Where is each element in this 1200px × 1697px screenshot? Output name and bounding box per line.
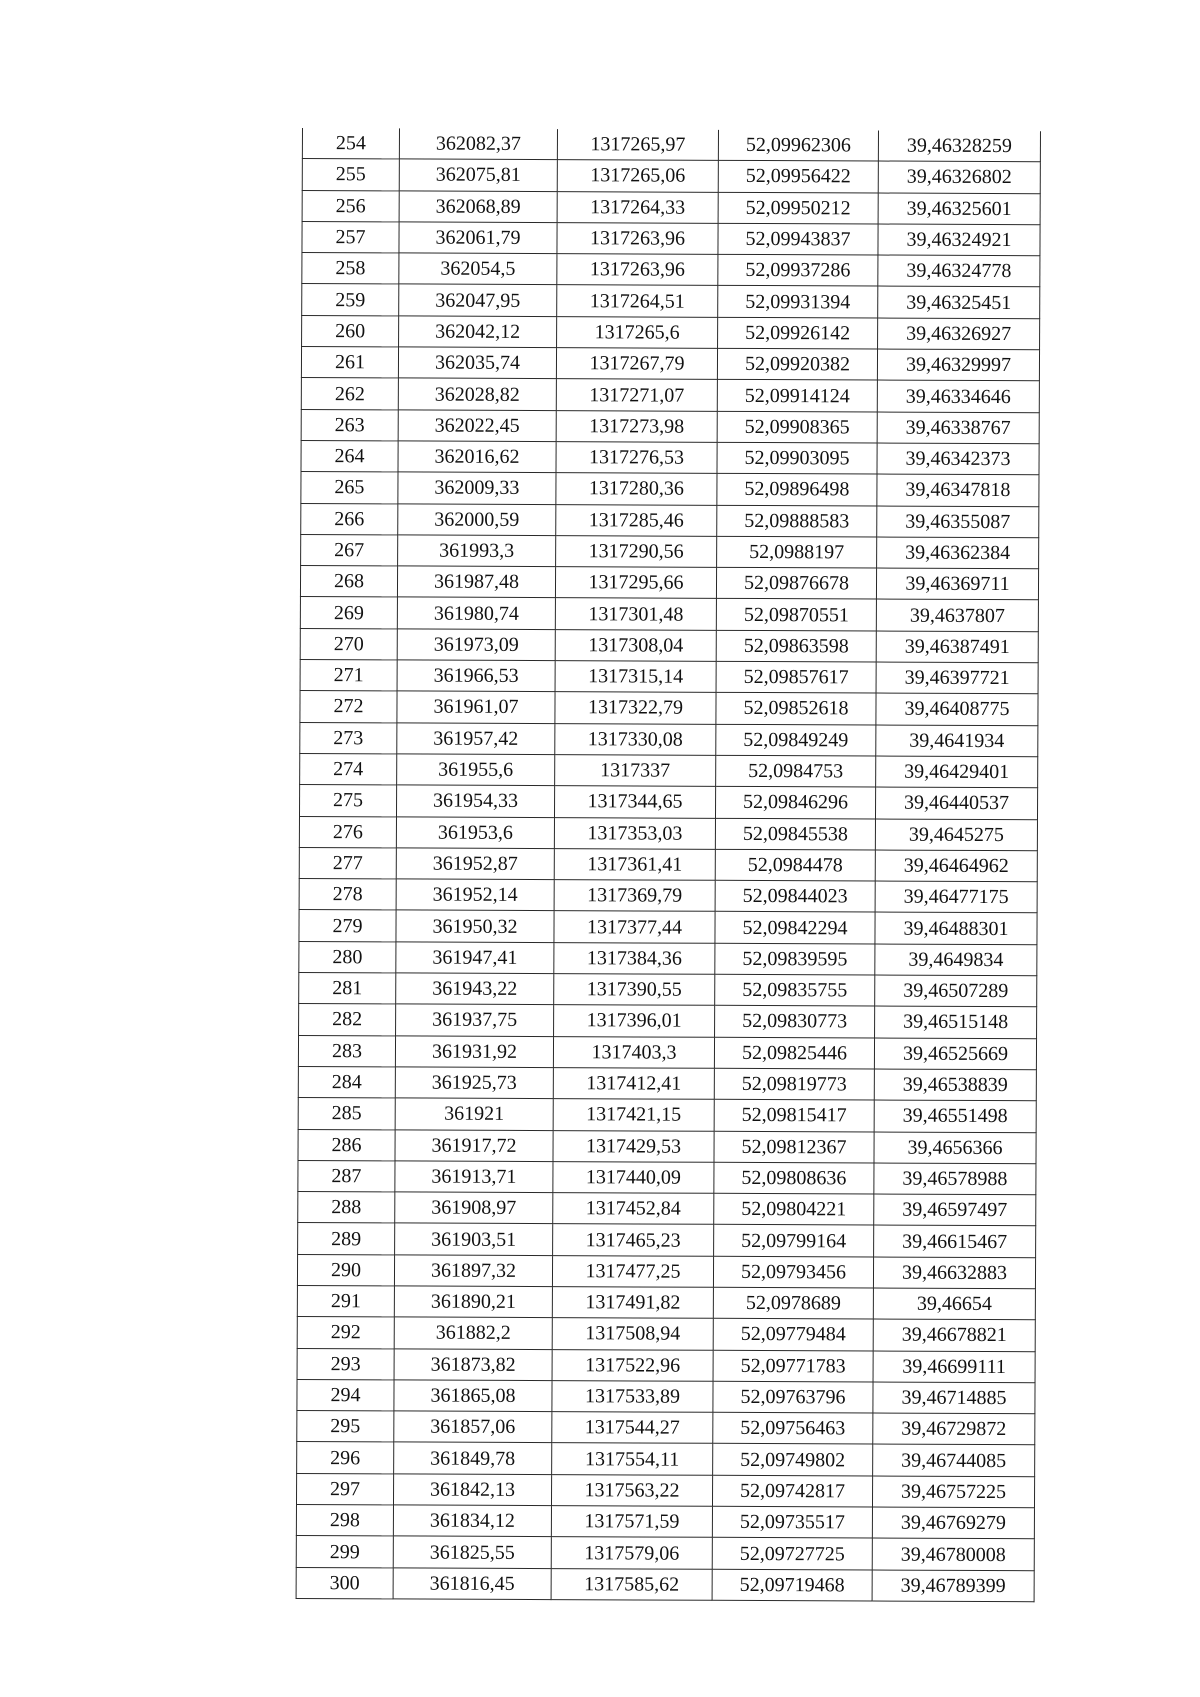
latitude-cell: 52,09819773 — [714, 1068, 874, 1100]
longitude-cell: 39,46678821 — [873, 1319, 1035, 1351]
y-coordinate-cell: 1317276,53 — [556, 442, 717, 474]
longitude-cell: 39,46326802 — [878, 161, 1040, 193]
x-coordinate-cell: 361834,12 — [393, 1505, 551, 1537]
latitude-cell: 52,09896498 — [717, 474, 877, 506]
y-coordinate-cell: 1317390,55 — [554, 974, 715, 1006]
point-number-cell: 265 — [301, 472, 398, 504]
y-coordinate-cell: 1317344,65 — [554, 786, 715, 818]
longitude-cell: 39,46699111 — [873, 1351, 1035, 1383]
point-number-cell: 262 — [301, 378, 398, 410]
point-number-cell: 272 — [300, 691, 397, 723]
point-number-cell: 254 — [302, 128, 399, 159]
table-row — [300, 597, 1038, 632]
coordinates-table-body — [296, 128, 1040, 1602]
point-number-cell: 297 — [296, 1473, 393, 1505]
table-row — [301, 472, 1039, 507]
x-coordinate-cell: 361925,73 — [395, 1067, 553, 1099]
latitude-cell: 52,09825446 — [714, 1037, 874, 1069]
y-coordinate-cell: 1317301,48 — [555, 598, 716, 630]
y-coordinate-cell: 1317337 — [555, 755, 716, 787]
latitude-cell: 52,09846296 — [715, 787, 875, 819]
latitude-cell: 52,09719468 — [712, 1569, 872, 1601]
longitude-cell: 39,4656366 — [874, 1132, 1036, 1164]
x-coordinate-cell: 361913,71 — [395, 1161, 553, 1193]
table-row — [298, 1129, 1036, 1164]
x-coordinate-cell: 361955,6 — [397, 754, 555, 786]
longitude-cell: 39,46769279 — [872, 1507, 1034, 1539]
longitude-cell: 39,46355087 — [877, 506, 1039, 538]
table-row — [296, 1505, 1034, 1540]
point-number-cell: 291 — [297, 1285, 394, 1317]
x-coordinate-cell: 361908,97 — [395, 1192, 553, 1224]
latitude-cell: 52,09835755 — [715, 974, 875, 1006]
longitude-cell: 39,46347818 — [877, 474, 1039, 506]
y-coordinate-cell: 1317421,15 — [553, 1099, 714, 1131]
longitude-cell: 39,46329997 — [877, 349, 1039, 381]
latitude-cell: 52,09914124 — [717, 380, 877, 412]
latitude-cell: 52,09799164 — [714, 1225, 874, 1257]
longitude-cell: 39,46714885 — [873, 1382, 1035, 1414]
y-coordinate-cell: 1317361,41 — [554, 848, 715, 880]
longitude-cell: 39,46464962 — [875, 850, 1037, 882]
longitude-cell: 39,46338767 — [877, 412, 1039, 444]
table-row — [301, 534, 1039, 569]
latitude-cell: 52,09749802 — [713, 1444, 873, 1476]
point-number-cell: 273 — [300, 722, 397, 754]
point-number-cell: 281 — [299, 973, 396, 1005]
longitude-cell: 39,46326927 — [878, 318, 1040, 350]
point-number-cell: 282 — [299, 1004, 396, 1036]
table-row — [299, 941, 1037, 976]
longitude-cell: 39,46324778 — [878, 255, 1040, 287]
y-coordinate-cell: 1317585,62 — [551, 1568, 712, 1600]
x-coordinate-cell: 361849,78 — [394, 1442, 552, 1474]
x-coordinate-cell: 361931,92 — [395, 1036, 553, 1068]
longitude-cell: 39,46397721 — [876, 662, 1038, 694]
latitude-cell: 52,09950212 — [718, 192, 878, 224]
x-coordinate-cell: 362061,79 — [399, 222, 557, 254]
latitude-cell: 52,09956422 — [718, 161, 878, 193]
longitude-cell: 39,46789399 — [872, 1570, 1034, 1602]
longitude-cell: 39,4645275 — [875, 819, 1037, 851]
point-number-cell: 286 — [298, 1129, 395, 1161]
latitude-cell: 52,09857617 — [716, 661, 876, 693]
latitude-cell: 52,09888583 — [717, 505, 877, 537]
x-coordinate-cell: 361947,41 — [396, 942, 554, 974]
y-coordinate-cell: 1317285,46 — [556, 504, 717, 536]
x-coordinate-cell: 361816,45 — [393, 1568, 551, 1600]
point-number-cell: 261 — [301, 347, 398, 379]
point-number-cell: 296 — [297, 1442, 394, 1474]
longitude-cell: 39,46615467 — [874, 1225, 1036, 1257]
point-number-cell: 299 — [296, 1536, 393, 1568]
longitude-cell: 39,46440537 — [875, 787, 1037, 819]
latitude-cell: 52,09735517 — [712, 1506, 872, 1538]
point-number-cell: 271 — [300, 660, 397, 692]
table-row — [297, 1254, 1035, 1289]
latitude-cell: 52,09779484 — [713, 1319, 873, 1351]
y-coordinate-cell: 1317412,41 — [553, 1068, 714, 1100]
table-row — [299, 785, 1037, 820]
x-coordinate-cell: 361954,33 — [396, 785, 554, 817]
table-row — [300, 628, 1038, 663]
longitude-cell: 39,46488301 — [875, 912, 1037, 944]
x-coordinate-cell: 361937,75 — [396, 1004, 554, 1036]
latitude-cell: 52,09863598 — [716, 630, 876, 662]
y-coordinate-cell: 1317508,94 — [552, 1318, 713, 1350]
table-row — [298, 1223, 1036, 1258]
latitude-cell: 52,09793456 — [713, 1256, 873, 1288]
table-row — [298, 1192, 1036, 1227]
x-coordinate-cell: 362035,74 — [398, 347, 556, 379]
table-row — [298, 1035, 1036, 1070]
x-coordinate-cell: 361961,07 — [397, 691, 555, 723]
longitude-cell: 39,4641934 — [876, 725, 1038, 757]
y-coordinate-cell: 1317263,96 — [557, 223, 718, 255]
x-coordinate-cell: 362009,33 — [398, 472, 556, 504]
latitude-cell: 52,09839595 — [715, 943, 875, 975]
point-number-cell: 287 — [298, 1160, 395, 1192]
table-row — [297, 1379, 1035, 1414]
x-coordinate-cell: 361897,32 — [394, 1255, 552, 1287]
latitude-cell: 52,09756463 — [713, 1412, 873, 1444]
point-number-cell: 256 — [302, 190, 399, 222]
point-number-cell: 279 — [299, 910, 396, 942]
longitude-cell: 39,46654 — [873, 1288, 1035, 1320]
latitude-cell: 52,09908365 — [717, 411, 877, 443]
y-coordinate-cell: 1317267,79 — [556, 348, 717, 380]
latitude-cell: 52,09808636 — [714, 1162, 874, 1194]
y-coordinate-cell: 1317273,98 — [556, 410, 717, 442]
y-coordinate-cell: 1317308,04 — [555, 629, 716, 661]
y-coordinate-cell: 1317440,09 — [553, 1161, 714, 1193]
point-number-cell: 276 — [299, 816, 396, 848]
point-number-cell: 268 — [300, 566, 397, 598]
point-number-cell: 278 — [299, 879, 396, 911]
latitude-cell: 52,0978689 — [713, 1287, 873, 1319]
point-number-cell: 300 — [296, 1567, 393, 1599]
table-row — [299, 973, 1037, 1008]
y-coordinate-cell: 1317396,01 — [554, 1005, 715, 1037]
latitude-cell: 52,09844023 — [715, 880, 875, 912]
table-row — [302, 221, 1040, 256]
longitude-cell: 39,46328259 — [878, 131, 1040, 163]
x-coordinate-cell: 361993,3 — [398, 535, 556, 567]
latitude-cell: 52,09804221 — [714, 1193, 874, 1225]
longitude-cell: 39,46597497 — [874, 1194, 1036, 1226]
table-row — [298, 1098, 1036, 1133]
x-coordinate-cell: 361890,21 — [394, 1286, 552, 1318]
longitude-cell: 39,46387491 — [876, 631, 1038, 663]
y-coordinate-cell: 1317353,03 — [554, 817, 715, 849]
x-coordinate-cell: 362042,12 — [399, 316, 557, 348]
point-number-cell: 267 — [301, 534, 398, 566]
longitude-cell: 39,46477175 — [875, 881, 1037, 913]
table-row — [302, 190, 1040, 225]
y-coordinate-cell: 1317563,22 — [551, 1474, 712, 1506]
table-row — [300, 691, 1038, 726]
y-coordinate-cell: 1317271,07 — [556, 379, 717, 411]
table-row — [296, 1567, 1034, 1602]
point-number-cell: 274 — [300, 753, 397, 785]
x-coordinate-cell: 362000,59 — [398, 503, 556, 535]
y-coordinate-cell: 1317369,79 — [554, 880, 715, 912]
point-number-cell: 285 — [298, 1098, 395, 1130]
table-row — [299, 910, 1037, 945]
x-coordinate-cell: 361952,14 — [396, 879, 554, 911]
point-number-cell: 290 — [297, 1254, 394, 1286]
y-coordinate-cell: 1317295,66 — [555, 567, 716, 599]
latitude-cell: 52,09903095 — [717, 442, 877, 474]
table-row — [302, 284, 1040, 319]
table-row — [301, 440, 1039, 475]
point-number-cell: 284 — [298, 1066, 395, 1098]
x-coordinate-cell: 361966,53 — [397, 660, 555, 692]
point-number-cell: 270 — [300, 628, 397, 660]
x-coordinate-cell: 361953,6 — [396, 816, 554, 848]
latitude-cell: 52,09812367 — [714, 1131, 874, 1163]
table-row — [300, 566, 1038, 601]
table-row — [300, 660, 1038, 695]
table-row — [299, 879, 1037, 914]
x-coordinate-cell: 361857,06 — [394, 1411, 552, 1443]
y-coordinate-cell: 1317265,6 — [557, 316, 718, 348]
latitude-cell: 52,09727725 — [712, 1538, 872, 1570]
point-number-cell: 288 — [298, 1192, 395, 1224]
longitude-cell: 39,46325601 — [878, 193, 1040, 225]
y-coordinate-cell: 1317522,96 — [552, 1349, 713, 1381]
table-row — [298, 1160, 1036, 1195]
table-row — [302, 315, 1040, 350]
y-coordinate-cell: 1317554,11 — [552, 1443, 713, 1475]
table-row — [301, 347, 1039, 382]
x-coordinate-cell: 361980,74 — [397, 597, 555, 629]
table-row — [296, 1473, 1034, 1508]
y-coordinate-cell: 1317322,79 — [555, 692, 716, 724]
y-coordinate-cell: 1317377,44 — [554, 911, 715, 943]
y-coordinate-cell: 1317452,84 — [553, 1193, 714, 1225]
point-number-cell: 289 — [298, 1223, 395, 1255]
x-coordinate-cell: 362075,81 — [399, 159, 557, 191]
point-number-cell: 283 — [298, 1035, 395, 1067]
longitude-cell: 39,46342373 — [877, 443, 1039, 475]
y-coordinate-cell: 1317533,89 — [552, 1380, 713, 1412]
x-coordinate-cell: 362054,5 — [399, 253, 557, 285]
longitude-cell: 39,46632883 — [873, 1257, 1035, 1289]
longitude-cell: 39,46729872 — [873, 1413, 1035, 1445]
longitude-cell: 39,46369711 — [876, 568, 1038, 600]
table-row — [297, 1285, 1035, 1320]
latitude-cell: 52,09962306 — [718, 130, 878, 161]
table-row — [298, 1066, 1036, 1101]
point-number-cell: 260 — [302, 315, 399, 347]
table-row — [301, 378, 1039, 413]
latitude-cell: 52,09845538 — [715, 818, 875, 850]
y-coordinate-cell: 1317429,53 — [553, 1130, 714, 1162]
table-row — [302, 159, 1040, 194]
latitude-cell: 52,09830773 — [715, 1006, 875, 1038]
table-row — [300, 753, 1038, 788]
y-coordinate-cell: 1317330,08 — [555, 723, 716, 755]
longitude-cell: 39,46551498 — [874, 1100, 1036, 1132]
table-row — [299, 847, 1037, 882]
y-coordinate-cell: 1317384,36 — [554, 942, 715, 974]
latitude-cell: 52,0988197 — [717, 536, 877, 568]
latitude-cell: 52,09852618 — [716, 693, 876, 725]
longitude-cell: 39,4649834 — [875, 944, 1037, 976]
longitude-cell: 39,46408775 — [876, 693, 1038, 725]
x-coordinate-cell: 361842,13 — [393, 1474, 551, 1506]
longitude-cell: 39,46578988 — [874, 1163, 1036, 1195]
point-number-cell: 294 — [297, 1379, 394, 1411]
point-number-cell: 298 — [296, 1505, 393, 1537]
longitude-cell: 39,46780008 — [872, 1538, 1034, 1570]
point-number-cell: 275 — [299, 785, 396, 817]
latitude-cell: 52,09742817 — [712, 1475, 872, 1507]
point-number-cell: 264 — [301, 440, 398, 472]
latitude-cell: 52,09920382 — [717, 348, 877, 380]
x-coordinate-cell: 362047,95 — [399, 284, 557, 316]
longitude-cell: 39,46515148 — [875, 1006, 1037, 1038]
y-coordinate-cell: 1317544,27 — [552, 1412, 713, 1444]
longitude-cell: 39,4637807 — [876, 599, 1038, 631]
y-coordinate-cell: 1317263,96 — [557, 254, 718, 286]
point-number-cell: 295 — [297, 1411, 394, 1443]
y-coordinate-cell: 1317265,97 — [557, 129, 718, 160]
point-number-cell: 280 — [299, 941, 396, 973]
table-row — [299, 1004, 1037, 1039]
y-coordinate-cell: 1317465,23 — [553, 1224, 714, 1256]
table-row — [300, 722, 1038, 757]
point-number-cell: 277 — [299, 847, 396, 879]
point-number-cell: 258 — [302, 253, 399, 285]
point-number-cell: 255 — [302, 159, 399, 191]
latitude-cell: 52,09876678 — [716, 567, 876, 599]
latitude-cell: 52,09771783 — [713, 1350, 873, 1382]
longitude-cell: 39,46744085 — [873, 1444, 1035, 1476]
point-number-cell: 269 — [300, 597, 397, 629]
x-coordinate-cell: 361921 — [395, 1098, 553, 1130]
table-row — [296, 1536, 1034, 1571]
point-number-cell: 266 — [301, 503, 398, 535]
x-coordinate-cell: 362022,45 — [398, 410, 556, 442]
coordinates-table — [296, 128, 1041, 1602]
longitude-cell: 39,46429401 — [876, 756, 1038, 788]
table-row — [297, 1348, 1035, 1383]
point-number-cell: 263 — [301, 409, 398, 441]
latitude-cell: 52,09815417 — [714, 1100, 874, 1132]
x-coordinate-cell: 361903,51 — [395, 1223, 553, 1255]
latitude-cell: 52,09763796 — [713, 1381, 873, 1413]
x-coordinate-cell: 361873,82 — [394, 1348, 552, 1380]
x-coordinate-cell: 361952,87 — [396, 848, 554, 880]
table-row — [297, 1442, 1035, 1477]
table-row — [301, 409, 1039, 444]
latitude-cell: 52,09937286 — [718, 255, 878, 287]
point-number-cell: 293 — [297, 1348, 394, 1380]
longitude-cell: 39,46325451 — [878, 286, 1040, 318]
x-coordinate-cell: 361950,32 — [396, 910, 554, 942]
table-row — [302, 128, 1040, 162]
y-coordinate-cell: 1317403,3 — [553, 1036, 714, 1068]
y-coordinate-cell: 1317264,51 — [557, 285, 718, 317]
longitude-cell: 39,46362384 — [877, 537, 1039, 569]
longitude-cell: 39,46757225 — [872, 1476, 1034, 1508]
latitude-cell: 52,09842294 — [715, 912, 875, 944]
x-coordinate-cell: 362016,62 — [398, 441, 556, 473]
x-coordinate-cell: 361825,55 — [393, 1536, 551, 1568]
table-row — [297, 1411, 1035, 1446]
x-coordinate-cell: 362028,82 — [398, 378, 556, 410]
x-coordinate-cell: 361917,72 — [395, 1129, 553, 1161]
y-coordinate-cell: 1317265,06 — [557, 160, 718, 192]
y-coordinate-cell: 1317290,56 — [556, 535, 717, 567]
latitude-cell: 52,09849249 — [716, 724, 876, 756]
longitude-cell: 39,46334646 — [877, 380, 1039, 412]
y-coordinate-cell: 1317477,25 — [552, 1255, 713, 1287]
latitude-cell: 52,0984478 — [715, 849, 875, 881]
x-coordinate-cell: 361973,09 — [397, 629, 555, 661]
table-row — [302, 253, 1040, 288]
table-row — [301, 503, 1039, 538]
y-coordinate-cell: 1317571,59 — [551, 1506, 712, 1538]
x-coordinate-cell: 361865,08 — [394, 1380, 552, 1412]
latitude-cell: 52,09931394 — [718, 286, 878, 318]
y-coordinate-cell: 1317280,36 — [556, 473, 717, 505]
latitude-cell: 52,09943837 — [718, 223, 878, 255]
table-row — [297, 1317, 1035, 1352]
y-coordinate-cell: 1317579,06 — [551, 1537, 712, 1569]
y-coordinate-cell: 1317315,14 — [555, 661, 716, 693]
point-number-cell: 259 — [302, 284, 399, 316]
table-row — [299, 816, 1037, 851]
longitude-cell: 39,46507289 — [875, 975, 1037, 1007]
longitude-cell: 39,46525669 — [874, 1038, 1036, 1070]
longitude-cell: 39,46538839 — [874, 1069, 1036, 1101]
y-coordinate-cell: 1317264,33 — [557, 191, 718, 223]
longitude-cell: 39,46324921 — [878, 224, 1040, 256]
x-coordinate-cell: 362082,37 — [399, 128, 557, 159]
latitude-cell: 52,0984753 — [716, 755, 876, 787]
x-coordinate-cell: 361882,2 — [394, 1317, 552, 1349]
point-number-cell: 292 — [297, 1317, 394, 1349]
x-coordinate-cell: 361987,48 — [397, 566, 555, 598]
x-coordinate-cell: 361943,22 — [396, 973, 554, 1005]
point-number-cell: 257 — [302, 221, 399, 253]
y-coordinate-cell: 1317491,82 — [552, 1287, 713, 1319]
latitude-cell: 52,09926142 — [718, 317, 878, 349]
latitude-cell: 52,09870551 — [716, 599, 876, 631]
x-coordinate-cell: 361957,42 — [397, 723, 555, 755]
x-coordinate-cell: 362068,89 — [399, 191, 557, 223]
